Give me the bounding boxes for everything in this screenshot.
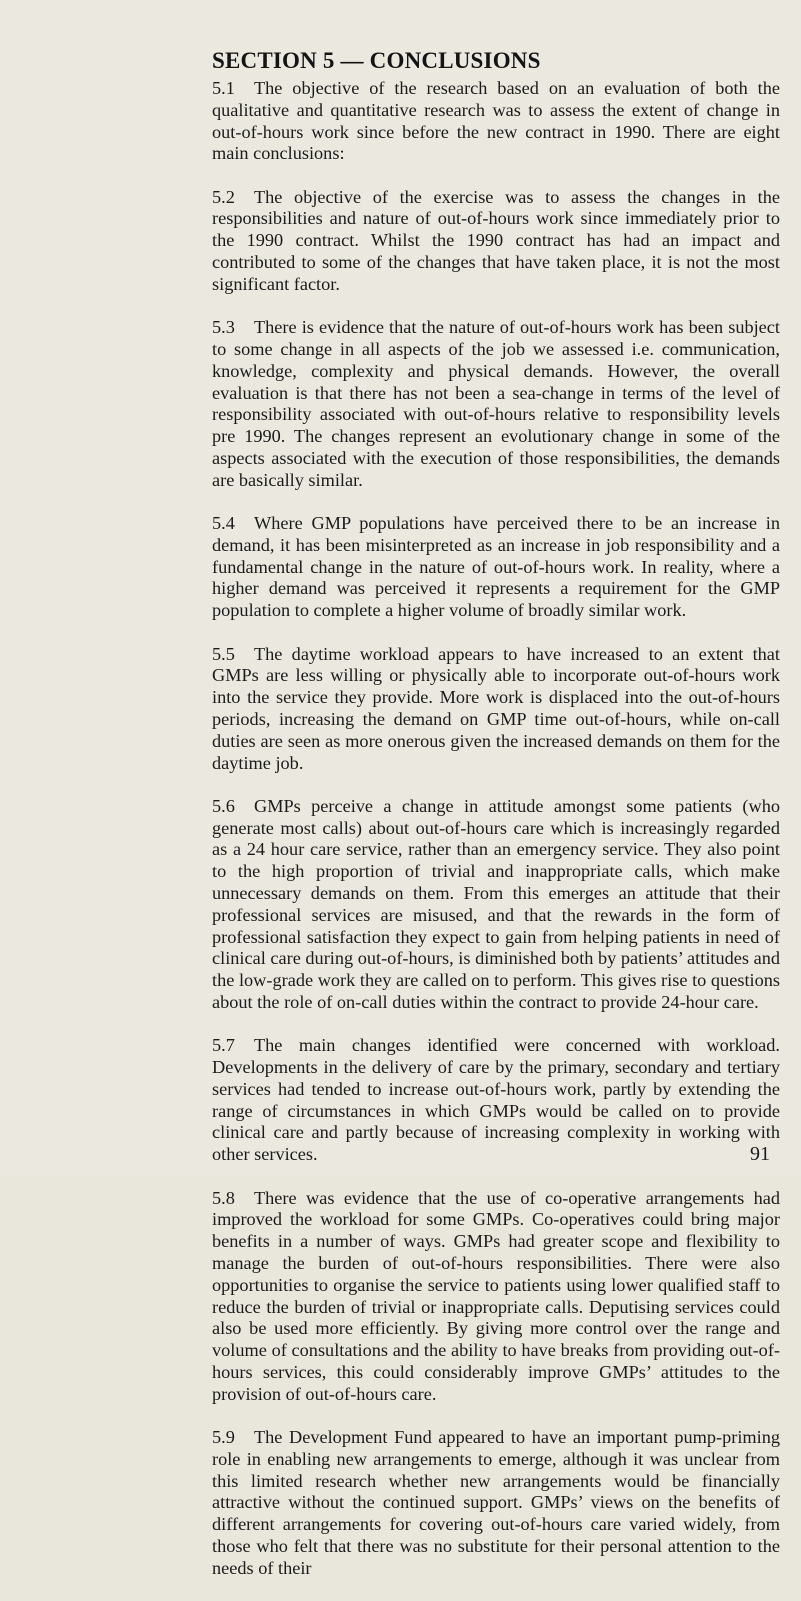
paragraph-text: There was evidence that the use of co-operative arrangements had improved the workload for some GMPs. Co-operatives could bring major benefits in a number of ways. GMPs had greater scope and flexibility to manage the burden of out-of-hours responsibilities. There were also opportunities to organise the service to patients using lower qualified staff to reduce the burden of trivial or inappropriate calls. Deputising services could also be used more efficiently. By giving more control over the range and volume of consultations and the ability to have breaks from providing out-of-hours services, this could considerably improve GMPs’ attitudes to the provision of out-of-hours care. bbox=[212, 1187, 780, 1404]
paragraph-number: 5.4 bbox=[212, 513, 235, 534]
paragraph-number: 5.5 bbox=[212, 643, 235, 664]
paragraph-text: The daytime workload appears to have increased to an extent that GMPs are less willing or physically able to incorporate out-of-hours work into the service they provide. More work is displaced into the out-of-hours periods, increasing the demand on GMP time out-of-hours, while on-call duties are seen as more onerous given the increased demands on them for the daytime job. bbox=[212, 643, 780, 773]
paragraph-5-6 bbox=[212, 796, 780, 1014]
paragraph-5-7 bbox=[212, 1035, 780, 1166]
paragraph-5-4 bbox=[212, 513, 780, 622]
paragraph-text: There is evidence that the nature of out-of-hours work has been subject to some change in all aspects of the job we assessed i.e. communication, knowledge, complexity and physical demands. However, the overall evaluation is that there has not been a sea-change in terms of the level of responsibility associated with out-of-hours relative to responsibility levels pre 1990. The changes represent an evolutionary change in some of the aspects associated with the execution of those responsibilities, the demands are basically similar. bbox=[212, 317, 780, 490]
section-title: SECTION 5 — CONCLUSIONS bbox=[212, 48, 541, 73]
paragraph-5-9 bbox=[212, 1427, 780, 1580]
paragraph-text: GMPs perceive a change in attitude amongst some patients (who generate most calls) about out-of-hours care which is increasingly regarded as a 24 hour care service, rather than an emergency service. They also point to the high proportion of trivial and inappropriate calls, which make unnecessary demands on them. From this emerges an attitude that their professional services are misused, and that the rewards in the form of professional satisfaction they expect to gain from helping patients in need of clinical care during out-of-hours, is diminished both by patients’ attitudes and the low-grade work they are called on to perform. This gives rise to questions about the role of on-call duties within the contract to provide 24-hour care. bbox=[212, 795, 780, 1012]
paragraph-5-3 bbox=[212, 317, 780, 491]
paragraph-5-8 bbox=[212, 1188, 780, 1406]
paragraph-text: Where GMP populations have perceived there to be an increase in demand, it has been misinterpreted as an increase in job responsibility and a fundamental change in the nature of out-of-hours work. In reality, where a higher demand was perceived it represents a requirement for the GMP population to complete a higher volume of broadly similar work. bbox=[212, 513, 780, 621]
paragraph-text: The main changes identified were concerned with workload. Developments in the delivery of care by the primary, secondary and tertiary services had tended to increase out-of-hours work, partly by extending the range of circumstances in which GMPs would be called on to provide clinical care and partly because of increasing complexity in working with other services. bbox=[212, 1035, 780, 1165]
paragraph-number: 5.9 bbox=[212, 1427, 235, 1448]
document-body bbox=[212, 48, 780, 1601]
page-number: 91 bbox=[750, 1143, 770, 1165]
paragraph-number: 5.1 bbox=[212, 78, 235, 98]
paragraph-number: 5.3 bbox=[212, 317, 235, 338]
paragraph-number: 5.6 bbox=[212, 795, 235, 816]
paragraph-number: 5.7 bbox=[212, 1035, 235, 1056]
paragraph-text: The Development Fund appeared to have an important pump-priming role in enabling new arrangements to emerge, although it was unclear from this limited research whether new arrangements would be financially attractive without the continued support. GMPs’ views on the benefits of different arrangements for covering out-of-hours care varied widely, from those who felt that there was no substitute for their personal attention to the needs of their bbox=[212, 1427, 780, 1578]
paragraph-5-5 bbox=[212, 644, 780, 775]
paragraph-text: The objective of the research based on an evaluation of both the qualitative and quantitative research was to assess the extent of change in out-of-hours work since before the new contract in 1990. There are eight main conclusions: bbox=[212, 78, 780, 164]
paragraph-5-2 bbox=[212, 187, 780, 296]
paragraph-text: The objective of the exercise was to assess the changes in the responsibilities and nature of out-of-hours work since immediately prior to the 1990 contract. Whilst the 1990 contract has had an impact and contributed to some of the changes that have taken place, it is not the most significant factor. bbox=[212, 186, 780, 294]
paragraph-number: 5.8 bbox=[212, 1187, 235, 1208]
paragraph-5-1 bbox=[212, 78, 780, 165]
paragraph-number: 5.2 bbox=[212, 186, 235, 207]
